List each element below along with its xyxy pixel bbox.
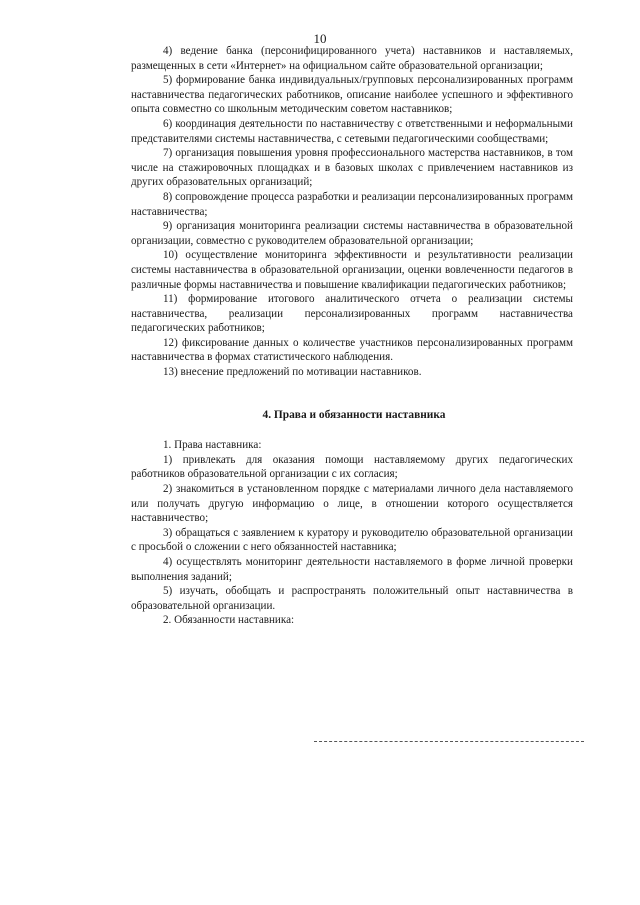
list-item: 7) организация повышения уровня профессионального мастерства наставников, в том числе на стажировочных площадках и в базовых школах с привлечением наставников из других образовательных организаций; [131, 147, 573, 189]
list-item: 3) обращаться с заявлением к куратору и руководителю образовательной организации с просьбой о сложении с него обязанностей наставника; [131, 526, 573, 554]
document-body [131, 44, 573, 628]
list-item: 1) привлекать для оказания помощи наставляемому других педагогических работников образовательной организации с их согласия; [131, 453, 573, 481]
subsection-title: 1. Права наставника: [163, 439, 262, 452]
list-item: 5) изучать, обобщать и распространять положительный опыт наставничества в образовательной организации. [131, 585, 573, 612]
section-heading: 4. Права и обязанности наставника [262, 408, 446, 421]
list-item: 13) внесение предложений по мотивации наставников. [163, 366, 422, 379]
list-item: 6) координация деятельности по наставничеству с ответственными и неформальными представителями системы наставничества, с сетевыми педагогическими сообществами; [131, 117, 573, 145]
list-item: 4) осуществлять мониторинг деятельности наставляемого в форме личной проверки выполнения заданий; [131, 556, 573, 583]
list-item: 9) организация мониторинга реализации системы наставничества в образовательной организации, совместно с руководителем образовательной организации; [131, 220, 573, 247]
list-item: 12) фиксирование данных о количестве участников персонализированных программ наставничества в формах статистического наблюдения. [131, 336, 573, 364]
list-item: 4) ведение банка (персонифицированного учета) наставников и наставляемых, размещенных в сети «Интернет» на официальном сайте образовательной организации; [131, 45, 573, 72]
subsection-title: 2. Обязанности наставника: [163, 614, 295, 627]
list-item: 11) формирование итогового аналитического отчета о реализации системы наставничества, реализации персонализированных программ наставничества педагогических работников; [131, 293, 573, 335]
list-item: 8) сопровождение процесса разработки и реализации персонализированных программ наставничества; [131, 190, 573, 218]
page-number: 10 [313, 31, 327, 46]
list-item: 5) формирование банка индивидуальных/групповых персонализированных программ наставничества педагогических работников, описание наиболее успешного и эффективного опыта совместно со школьным методическим советом наставников; [131, 74, 573, 116]
divider-line [314, 741, 584, 742]
list-item: 2) знакомиться в установленном порядке с материалами личного дела наставляемого или получать другую информацию о лице, в отношении которого осуществляется наставничество; [131, 483, 573, 525]
list-item: 10) осуществление мониторинга эффективности и результативности реализации системы наставничества в образовательной организации, оценки вовлеченности педагогов в различные формы наставничества и повышение квалификации педагогических работников; [131, 249, 573, 291]
